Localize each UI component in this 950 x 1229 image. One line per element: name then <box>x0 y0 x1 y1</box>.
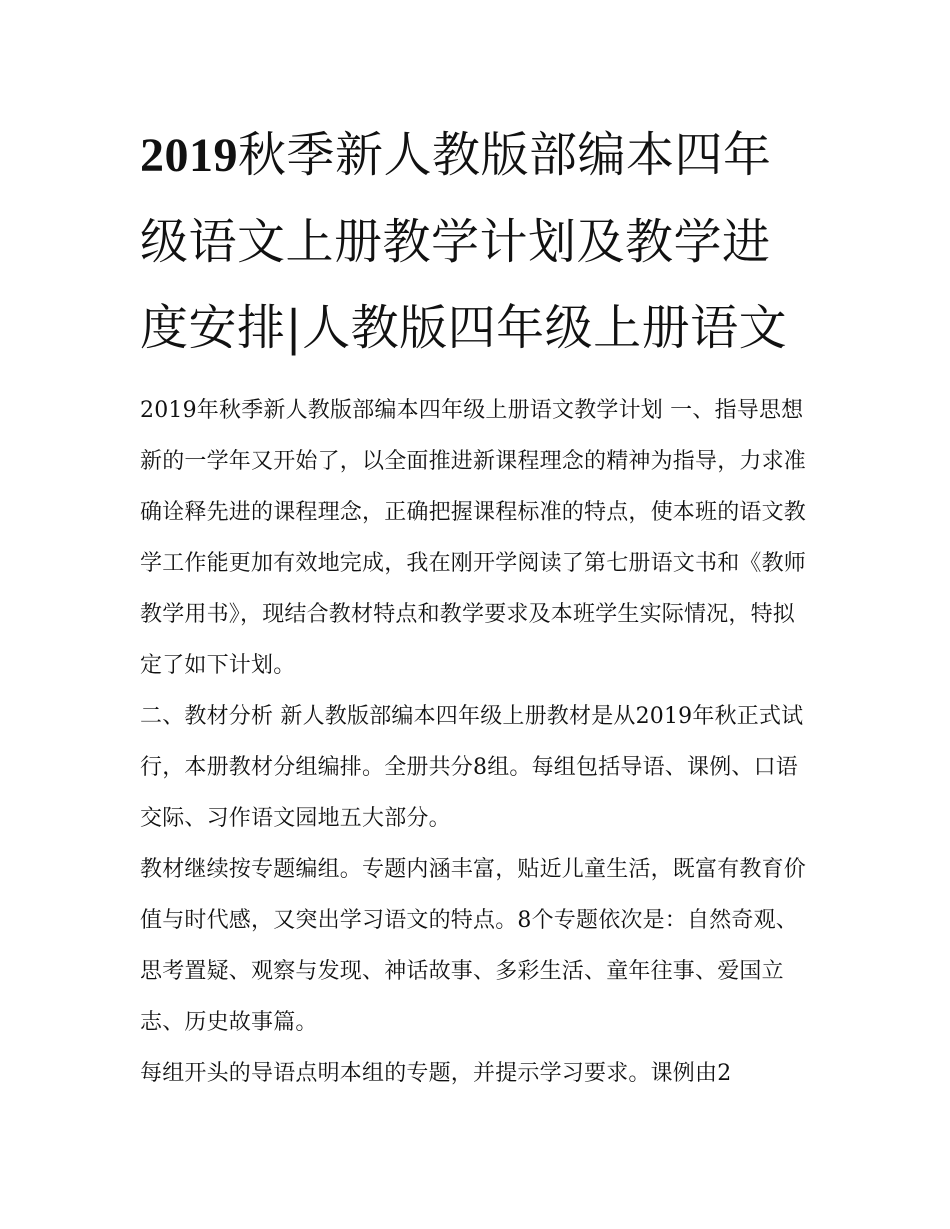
title-text: 秋季新人教版部编本四年级语文上册教学计划及教学进度安排|人教版四年级上册语文 <box>140 127 788 356</box>
document-title <box>140 112 812 371</box>
paragraph-guiding-idea: 2019年秋季新人教版部编本四年级上册语文教学计划 一、指导思想 <box>140 398 804 423</box>
paragraph-textbook-analysis: 二、教材分析 新人教版部编本四年级上册教材是从2019年秋正式试行，本册教材分组编排。全册共分8组。每组包括导语、课例、口语交际、习作语文园地五大部分。 <box>140 704 804 831</box>
paragraph-topics: 教材继续按专题编组。专题内涵丰富，贴近儿童生活，既富有教育价值与时代感，又突出学习语文的特点。8个专题依次是：自然奇观、思考置疑、观察与发现、神话故事、多彩生活、童年往事、爱国立志、历史故事篇。 <box>140 857 807 1035</box>
document-page <box>140 112 812 1099</box>
paragraph-intro: 新的一学年又开始了，以全面推进新课程理念的精神为指导，力求准确诠释先进的课程理念，正确把握课程标准的特点，使本班的语文教学工作能更加有效地完成，我在刚开学阅读了第七册语文书和《教师教学用书》，现结合教材特点和教学要求及本班学生实际情况，特拟定了如下计划。 <box>140 449 807 678</box>
paragraph-unit-structure: 每组开头的导语点明本组的专题，并提示学习要求。课例由2 <box>140 1061 732 1086</box>
title-year: 2019 <box>140 129 238 182</box>
